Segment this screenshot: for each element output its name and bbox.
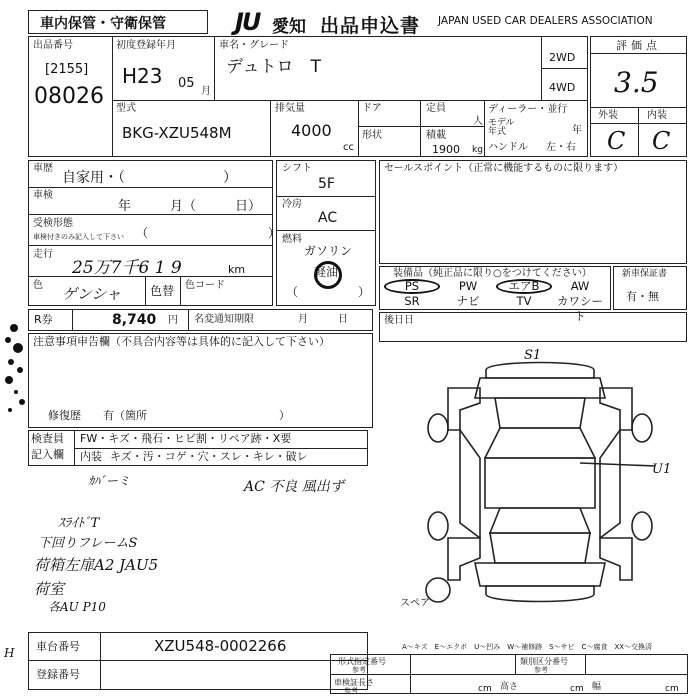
mileage-value: 25万7千6 1 9 [72, 258, 182, 278]
equipment-label: 装備品（純正品に限り○をつけてください） [393, 268, 592, 279]
notes-title: 注意事項申告欄（不具合内容等は具体的に記入して下さい） [33, 335, 330, 348]
equipment-item: カワシート [557, 294, 603, 323]
mileage-label: 走行 [33, 249, 53, 260]
recycle-value: 8,740 [112, 312, 157, 328]
color-label: 色 [33, 280, 43, 291]
spare-label: スペア [400, 598, 430, 609]
reg-no-label: 登録番号 [36, 668, 80, 681]
org-name: 愛知 [272, 17, 306, 37]
checker-row2: キズ・汚・コゲ・穴・スレ・キレ・破レ [110, 450, 308, 463]
ju-logo: JU [235, 8, 260, 36]
lot-label: 出品番号 [33, 40, 73, 51]
displacement-value: 4000 [291, 121, 332, 140]
warranty-value: 有・無 [626, 290, 659, 303]
receipt-label: 受検形態 [33, 218, 73, 229]
recycle-label: R券 [34, 313, 53, 326]
handwritten-note-2: AC 不良 風出ず [244, 479, 344, 495]
equipment-item: PS [384, 279, 440, 294]
equipment-item: TV [516, 294, 532, 308]
shift-value: 5F [318, 176, 335, 192]
ac-label: 冷房 [282, 199, 302, 210]
inspection-label: 車検 [33, 190, 53, 201]
storage-note: 車内保管・守衛保管 [40, 16, 166, 32]
handwritten-margin: H [4, 646, 15, 660]
model-value: デュトロ T [226, 57, 321, 77]
load-value: 1900 [432, 143, 460, 156]
color-value: ゲンシャ [62, 285, 122, 303]
equipment-item: SR [404, 294, 420, 308]
chassis-value: XZU548-0002266 [154, 637, 287, 655]
exterior-grade: C [607, 127, 626, 155]
equipment-item: エアB [496, 279, 552, 294]
association-name: JAPAN USED CAR DEALERS ASSOCIATION [438, 15, 653, 27]
name-change-label: 名変通知期限 [194, 314, 254, 325]
repair-history: 修復歴 有（箇所 ） [48, 409, 290, 422]
vehicle-damage-diagram [420, 348, 660, 618]
warranty-label: 新車保証書 [622, 269, 668, 279]
first-reg-era: H23 [122, 64, 163, 88]
handle-value: 左・右 [546, 142, 576, 153]
later-notes-label: 後日日 [384, 315, 414, 326]
inspection-value: 年 月（ 日） [118, 199, 262, 214]
checker-label: 検査員 [31, 432, 64, 445]
chassis-label: 車台番号 [36, 640, 80, 653]
handwritten-note-5: 荷箱左扉A2 JAU5 [34, 556, 159, 574]
diagram-note-top: S1 [524, 348, 542, 363]
handle-label: ハンドル [488, 142, 528, 153]
interior-grade: C [652, 127, 671, 155]
first-reg-month: 05 [178, 76, 195, 91]
checker-row1: FW・キズ・飛石・ヒビ割・リペア跡・X要 [80, 432, 292, 445]
drive-4wd: 4WD [549, 81, 576, 94]
door-label: ドア [362, 103, 382, 114]
equipment-item: PW [458, 279, 478, 293]
shift-label: シフト [282, 163, 312, 174]
handwritten-note-6: 荷室 [34, 580, 65, 598]
ac-value: AC [318, 210, 338, 226]
equipment-item: AW [570, 279, 590, 293]
history-value: 自家用・（ ） [62, 170, 237, 186]
shape-label: 形状 [362, 130, 382, 141]
ink-smudge [0, 318, 30, 428]
handwritten-note-4: 下回りフレームS [38, 536, 138, 551]
first-reg-label: 初度登録年月 [116, 40, 176, 51]
dealer-label: ディーラー・並行 [488, 104, 568, 115]
drive-2wd: 2WD [549, 51, 576, 64]
capacity-label: 定員 [426, 103, 446, 114]
damage-legend: A～キズ E～エクボ U～凹み W～補修跡 S～サビ C～腐食 XX～交換済 [402, 643, 653, 651]
handwritten-note-3: ｽﾗｲﾄﾞT [58, 516, 100, 531]
fuel-label: 燃料 [282, 234, 302, 245]
rating-score: 3.5 [614, 66, 659, 99]
lot-sub: [2155] [45, 62, 89, 77]
sales-point-label: セールスポイント（正常に機能するものに限ります） [384, 163, 624, 174]
history-label: 車歴 [33, 163, 53, 174]
rating-label: 評価点 [616, 39, 661, 52]
later-notes-box [379, 312, 687, 342]
type-value: BKG-XZU548M [122, 124, 232, 142]
handwritten-note-7: 各AU P10 [48, 600, 106, 614]
load-label: 積載 [426, 130, 446, 141]
form-title: 出品申込書 [320, 15, 421, 37]
displacement-label: 排気量 [275, 103, 305, 114]
model-label: 車名・グレード [219, 40, 289, 51]
handwritten-note-1: ｶﾊﾞーミ [88, 474, 131, 488]
equipment-item: ナビ [456, 294, 480, 308]
lot-number: 08026 [34, 84, 104, 109]
type-label: 型式 [116, 103, 136, 114]
diagram-note-right: U1 [652, 462, 672, 477]
sales-point-box [379, 160, 687, 264]
